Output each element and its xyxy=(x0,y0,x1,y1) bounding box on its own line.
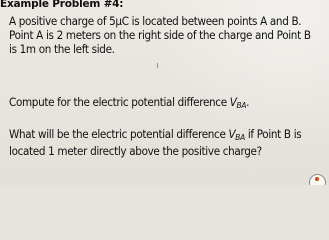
paragraph-3-symbol: V xyxy=(228,128,236,141)
paragraph-3-subscript: BA xyxy=(235,133,245,142)
paragraph-2-subscript: BA xyxy=(236,101,247,110)
problem-paragraph-1 xyxy=(9,15,311,56)
paragraph-3-text: What will be the electric potential difference xyxy=(9,128,229,141)
paragraph-3-line-2: located 1 meter directly above the positive charge? xyxy=(9,144,262,158)
paragraph-2-text: Compute for the electric potential difference xyxy=(9,96,230,109)
corner-badge-dot xyxy=(315,177,319,181)
paragraph-1-line-3: is 1m on the left side. xyxy=(9,42,115,56)
paragraph-1-line-1: A positive charge of 5μC is located between points A and B. xyxy=(9,15,302,28)
corner-badge-icon xyxy=(307,172,328,185)
paragraph-2-suffix: . xyxy=(246,96,250,109)
problem-paragraph-2 xyxy=(9,96,249,113)
problem-title: Example Problem #4: xyxy=(0,0,124,10)
paragraph-3-suffix: if Point B is xyxy=(244,128,302,141)
paragraph-1-line-2: Point A is 2 meters on the right side of the charge and Point B xyxy=(9,28,311,42)
problem-paragraph-3 xyxy=(9,128,301,159)
paragraph-2-symbol: V xyxy=(229,96,237,109)
pen-mark xyxy=(157,63,160,68)
